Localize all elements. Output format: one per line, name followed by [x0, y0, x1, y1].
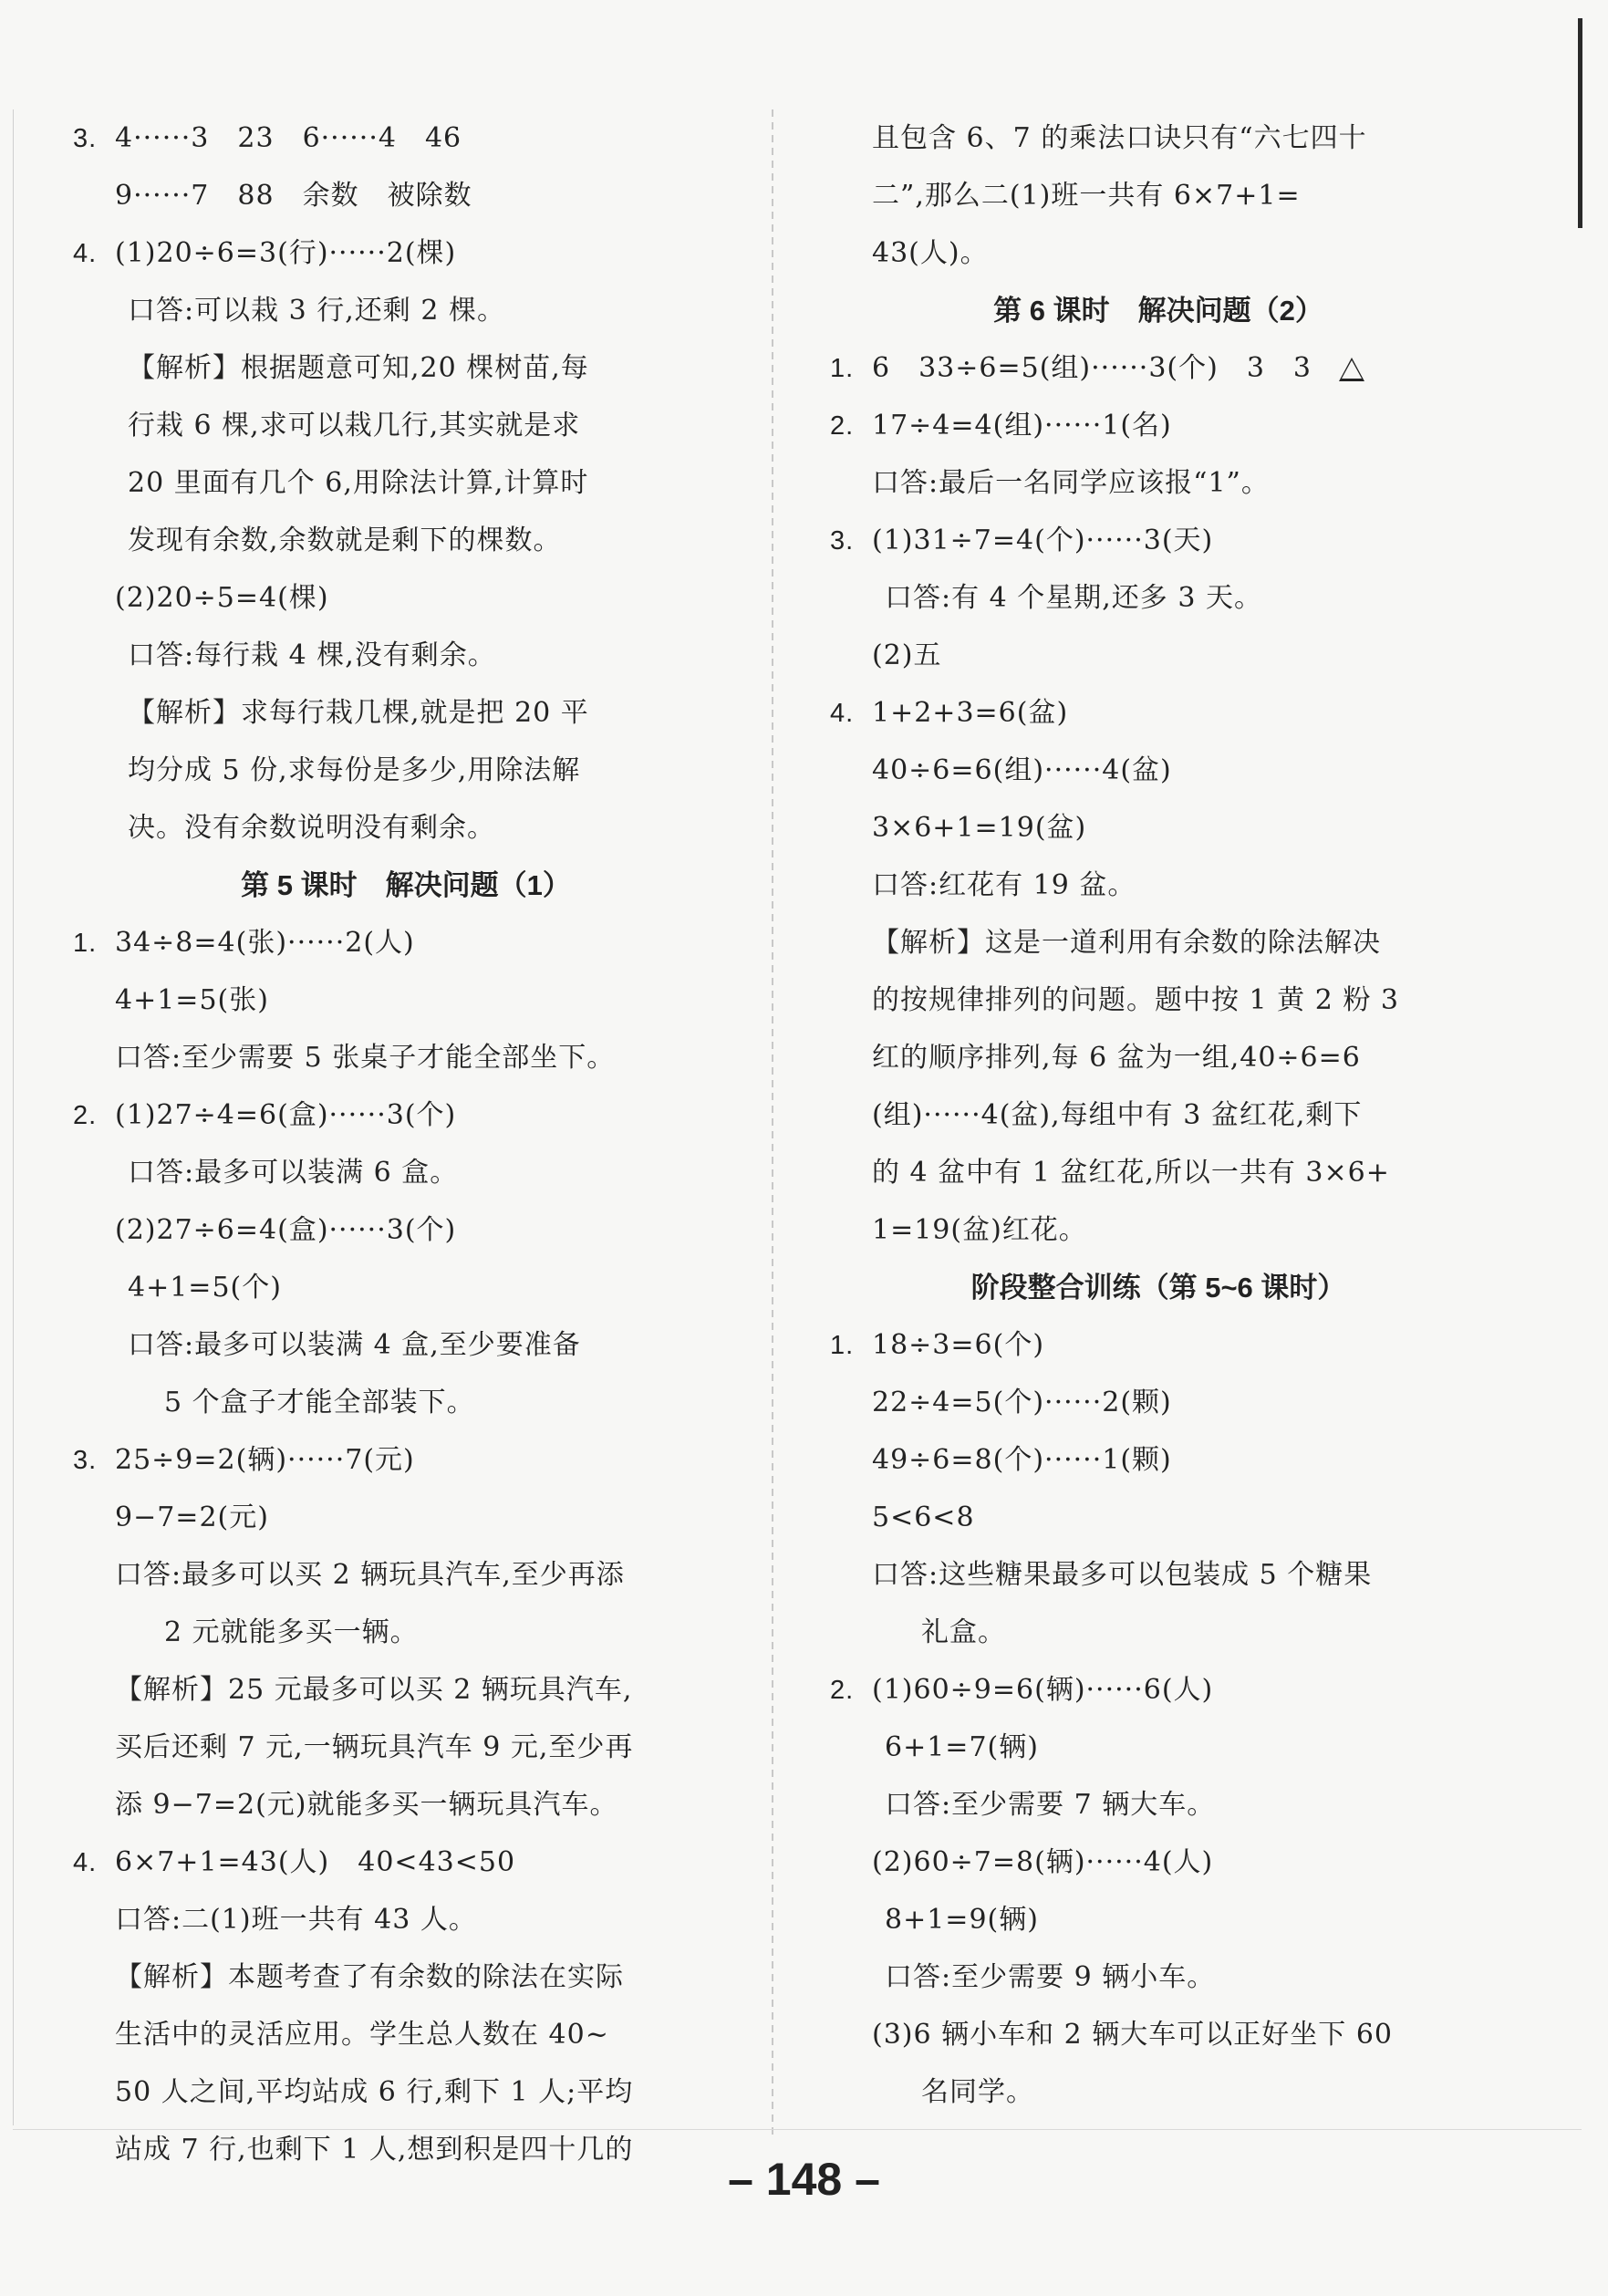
answer-line: 添 9−7=2(元)就能多买一辆玩具汽车。 — [115, 1789, 618, 1821]
answer-text: (1)60÷9=6(辆)······6(人) — [872, 1674, 1214, 1706]
answer-text: 18÷3=6(个) — [872, 1329, 1045, 1361]
section-heading: 阶段整合训练（第 5~6 课时） — [970, 1272, 1346, 1304]
answer-line: 口答:至少需要 9 辆小车。 — [885, 1961, 1216, 1993]
answer-line: 8+1=9(辆) — [885, 1904, 1039, 1936]
answer-text: 6×7+1=43(人) 40<43<50 — [115, 1846, 516, 1878]
answer-line: 22÷4=5(个)······2(颗) — [872, 1387, 1172, 1418]
answer-line: 二”,那么二(1)班一共有 6×7+1= — [872, 180, 1301, 212]
answer-line: 4+1=5(个) — [128, 1272, 282, 1304]
answer-text: 6 33÷6=5(组)······3(个) 3 3 — [872, 352, 1312, 384]
answer-line: 的按规律排列的问题。题中按 1 黄 2 粉 3 — [872, 984, 1399, 1016]
answer-line — [830, 397, 1487, 454]
answer-line: 口答:可以栽 3 行,还剩 2 棵。 — [128, 295, 505, 327]
answer-line: (组)······4(盆),每组中有 3 盆红花,剩下 — [872, 1099, 1363, 1131]
answer-text: (1)20÷6=3(行)······2(棵) — [115, 237, 457, 269]
answer-line: 口答:每行栽 4 棵,没有剩余。 — [128, 639, 496, 671]
answer-line: 口答:最多可以装满 6 盒。 — [128, 1157, 459, 1189]
question-number: 3. — [73, 1446, 98, 1475]
answer-line: 1=19(盆)红花。 — [872, 1214, 1087, 1246]
answer-text: 17÷4=4(组)······1(名) — [872, 410, 1172, 442]
page-number: – 148 – — [728, 2154, 880, 2205]
answer-line: 且包含 6、7 的乘法口诀只有“六七四十 — [872, 122, 1367, 154]
answer-line: 9······7 88 余数 被除数 — [115, 180, 472, 212]
triangle-icon — [1339, 358, 1364, 381]
right-column — [830, 109, 1487, 2121]
answer-line: 发现有余数,余数就是剩下的棵数。 — [128, 525, 562, 556]
answer-line: 【解析】25 元最多可以买 2 辆玩具汽车, — [115, 1674, 633, 1706]
answer-text: 4······3 23 6······4 46 — [115, 122, 462, 154]
question-number: 1. — [73, 929, 98, 958]
answer-line — [830, 339, 1487, 397]
answer-line: 2 元就能多买一辆。 — [164, 1616, 419, 1648]
question-number: 3. — [73, 124, 98, 153]
answer-line: 5<6<8 — [872, 1501, 975, 1533]
answer-line: (2)60÷7=8(辆)······4(人) — [872, 1846, 1214, 1878]
answer-line: 红的顺序排列,每 6 盆为一组,40÷6=6 — [872, 1042, 1361, 1074]
footer-rule — [13, 2129, 1582, 2130]
answer-line — [73, 1431, 739, 1489]
answer-line: (2)27÷6=4(盒)······3(个) — [115, 1214, 457, 1246]
answer-line: 40÷6=6(组)······4(盆) — [872, 754, 1172, 786]
answer-line: 口答:最多可以装满 4 盒,至少要准备 — [128, 1329, 581, 1361]
answer-line: 5 个盒子才能全部装下。 — [164, 1387, 475, 1418]
answer-text: 34÷8=4(张)······2(人) — [115, 927, 415, 959]
answer-line: (2)20÷5=4(棵) — [115, 582, 329, 614]
answer-line: 口答:二(1)班一共有 43 人。 — [115, 1904, 477, 1936]
answer-line — [73, 1834, 739, 1891]
answer-line — [830, 512, 1487, 569]
answer-line — [830, 684, 1487, 742]
question-number: 4. — [73, 239, 98, 268]
answer-line: 均分成 5 份,求每份是多少,用除法解 — [128, 754, 581, 786]
answer-line: 站成 7 行,也剩下 1 人,想到积是四十几的 — [115, 2134, 634, 2166]
answer-line: 口答:最后一名同学应该报“1”。 — [872, 467, 1270, 499]
answer-text: 1+2+3=6(盆) — [872, 697, 1069, 729]
answer-line: 口答:最多可以买 2 辆玩具汽车,至少再添 — [115, 1559, 625, 1591]
answer-line — [73, 224, 739, 282]
section-heading: 第 5 课时 解决问题（1） — [241, 869, 571, 901]
answer-line: 的 4 盆中有 1 盆红花,所以一共有 3×6+ — [872, 1157, 1390, 1189]
question-number: 3. — [830, 526, 855, 556]
answer-line: 口答:有 4 个星期,还多 3 天。 — [885, 582, 1262, 614]
answer-line: 口答:至少需要 7 辆大车。 — [885, 1789, 1216, 1821]
answer-line: 口答:至少需要 5 张桌子才能全部坐下。 — [115, 1042, 616, 1074]
answer-line: 【解析】本题考查了有余数的除法在实际 — [115, 1961, 624, 1993]
answer-line — [830, 1316, 1487, 1374]
answer-line — [73, 1086, 739, 1144]
answer-line: 20 里面有几个 6,用除法计算,计算时 — [128, 467, 589, 499]
answer-line: (2)五 — [872, 639, 942, 671]
answer-line: 4+1=5(张) — [115, 984, 269, 1016]
answer-line: 口答:这些糖果最多可以包装成 5 个糖果 — [872, 1559, 1373, 1591]
question-number: 1. — [830, 354, 855, 383]
answer-line: (3)6 辆小车和 2 辆大车可以正好坐下 60 — [872, 2019, 1393, 2051]
answer-line: 【解析】求每行栽几棵,就是把 20 平 — [128, 697, 589, 729]
question-number: 2. — [830, 411, 855, 441]
column-divider — [772, 109, 773, 2135]
answer-line: 生活中的灵活应用。学生总人数在 40~ — [115, 2019, 609, 2051]
answer-line: 9−7=2(元) — [115, 1501, 269, 1533]
question-number: 1. — [830, 1331, 855, 1360]
page-edge-mark — [1578, 18, 1582, 228]
answer-line: 礼盒。 — [921, 1616, 1006, 1648]
answer-line: 6+1=7(辆) — [885, 1731, 1039, 1763]
answer-line: 名同学。 — [921, 2076, 1034, 2108]
question-number: 2. — [73, 1101, 98, 1130]
answer-line: 50 人之间,平均站成 6 行,剩下 1 人;平均 — [115, 2076, 634, 2108]
question-number: 4. — [73, 1848, 98, 1877]
answer-line: 3×6+1=19(盆) — [872, 812, 1087, 844]
answer-line: 买后还剩 7 元,一辆玩具汽车 9 元,至少再 — [115, 1731, 634, 1763]
answer-line: 行栽 6 棵,求可以栽几行,其实就是求 — [128, 410, 581, 442]
answer-line: 口答:红花有 19 盆。 — [872, 869, 1136, 901]
answer-text: (1)27÷4=6(盒)······3(个) — [115, 1099, 457, 1131]
question-number: 2. — [830, 1676, 855, 1705]
answer-line: 决。没有余数说明没有剩余。 — [128, 812, 495, 844]
left-column — [73, 109, 739, 2178]
answer-line: 【解析】根据题意可知,20 棵树苗,每 — [128, 352, 589, 384]
answer-line — [830, 1661, 1487, 1719]
answer-text: (1)31÷7=4(个)······3(天) — [872, 525, 1214, 556]
answer-line — [73, 109, 739, 167]
answer-line: 49÷6=8(个)······1(颗) — [872, 1444, 1172, 1476]
answer-line: 【解析】这是一道利用有余数的除法解决 — [872, 927, 1381, 959]
answer-line: 43(人)。 — [872, 237, 989, 269]
question-number: 4. — [830, 699, 855, 728]
margin-rule — [13, 109, 14, 2125]
answer-line — [73, 914, 739, 971]
answer-text: 25÷9=2(辆)······7(元) — [115, 1444, 415, 1476]
section-heading: 第 6 课时 解决问题（2） — [993, 295, 1323, 327]
